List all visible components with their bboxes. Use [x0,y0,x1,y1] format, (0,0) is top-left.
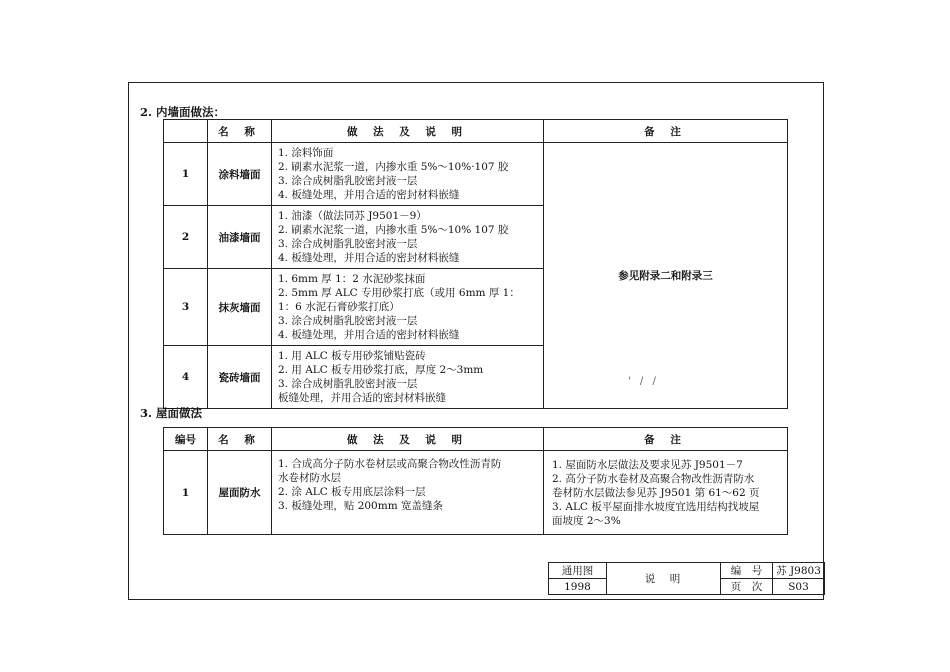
method-line: 3. 涂合成树脂乳胶密封液一层 [278,378,418,390]
table-header-row [164,428,788,451]
method-line: 3. 涂合成树脂乳胶密封液一层 [278,175,418,187]
year-value: 1998 [549,579,607,595]
method-line: 2. 5mm 厚 ALC 专用砂浆打底（或用 6mm 厚 1： [278,287,520,299]
page-value: S03 [773,579,825,595]
section3-title: 3. 屋面做法 [140,406,203,420]
method-line: 板缝处理，并用合适的密封材料嵌缝 [278,392,446,404]
row-method [272,206,544,269]
method-line: 1. 油漆（做法同苏 J9501－9） [278,210,427,222]
method-line: 2. 刷素水泥浆一道，内掺水重 5%～10%·107 胶 [278,161,509,173]
method-line: 4. 板缝处理，并用合适的密封材料嵌缝 [278,329,460,341]
method-line: 3. 板缝处理，贴 200mm 宽盖缝条 [278,500,443,512]
method-line: 3. 涂合成树脂乳胶密封液一层 [278,315,418,327]
general-drawing-label: 通用图 [549,563,607,579]
code-label: 编 号 [721,563,773,579]
header-note: 备 注 [544,120,788,143]
note-line: 面坡度 2～3% [552,514,621,527]
method-line: 水卷材防水层 [278,472,341,484]
method-line: 1：6 水泥石膏砂浆打底） [278,301,400,313]
header-num [164,120,208,143]
note-line: 2. 高分子防水卷材及高聚合物改性沥青防水 [552,472,755,485]
row-num: 3 [164,269,208,346]
roof-table [163,427,788,535]
section2-title: 2. 内墙面做法： [140,105,226,119]
row-name: 抹灰墙面 [208,269,272,346]
interior-wall-table [163,119,788,409]
note-line: 卷材防水层做法参见苏 J9501 第 61～62 页 [552,486,760,499]
drawing-title: 说 明 [607,563,721,595]
row-num: 1 [164,451,208,535]
row-num: 2 [164,206,208,269]
header-num: 编号 [164,428,208,451]
note-line: 1. 屋面防水层做法及要求见苏 J9501－7 [552,458,743,471]
row-name: 瓷砖墙面 [208,346,272,409]
row-method [272,346,544,409]
title-block [548,562,825,595]
row-num: 1 [164,143,208,206]
row-name: 屋面防水 [208,451,272,535]
header-name: 名 称 [208,120,272,143]
method-line: 3. 涂合成树脂乳胶密封液一层 [278,238,418,250]
header-note: 备 注 [544,428,788,451]
row-method [272,269,544,346]
header-name: 名 称 [208,428,272,451]
method-line: 1. 合成高分子防水卷材层或高聚合物改性沥青防 [278,458,502,470]
method-line: 1. 涂料饰面 [278,147,334,159]
page-label: 页 次 [721,579,773,595]
row-notes [544,451,788,535]
table-row [164,143,788,206]
method-line: 2. 涂 ALC 板专用底层涂料一层 [278,486,426,498]
header-method: 做 法 及 说 明 [272,428,544,451]
method-line: 2. 刷素水泥浆一道，内掺水重 5%～10% 107 胶 [278,224,509,236]
row-method [272,451,544,535]
row-num: 4 [164,346,208,409]
method-line: 1. 用 ALC 板专用砂浆铺贴瓷砖 [278,350,426,362]
stray-mark: ' / / [628,376,659,387]
code-value: 苏 J9803 [773,563,825,579]
table-row [164,451,788,535]
row-method [272,143,544,206]
method-line: 4. 板缝处理，并用合适的密封材料嵌缝 [278,252,460,264]
row-name: 涂料墙面 [208,143,272,206]
header-method: 做 法 及 说 明 [272,120,544,143]
method-line: 1. 6mm 厚 1：2 水泥砂浆抹面 [278,273,426,285]
note-line: 3. ALC 板平屋面排水坡度宜选用结构找坡屋 [552,500,760,513]
note-cell: 参见附录二和附录三 [544,143,788,409]
method-line: 2. 用 ALC 板专用砂浆打底，厚度 2～3mm [278,364,484,376]
method-line: 4. 板缝处理，并用合适的密封材料嵌缝 [278,189,460,201]
row-name: 油漆墙面 [208,206,272,269]
table-header-row [164,120,788,143]
